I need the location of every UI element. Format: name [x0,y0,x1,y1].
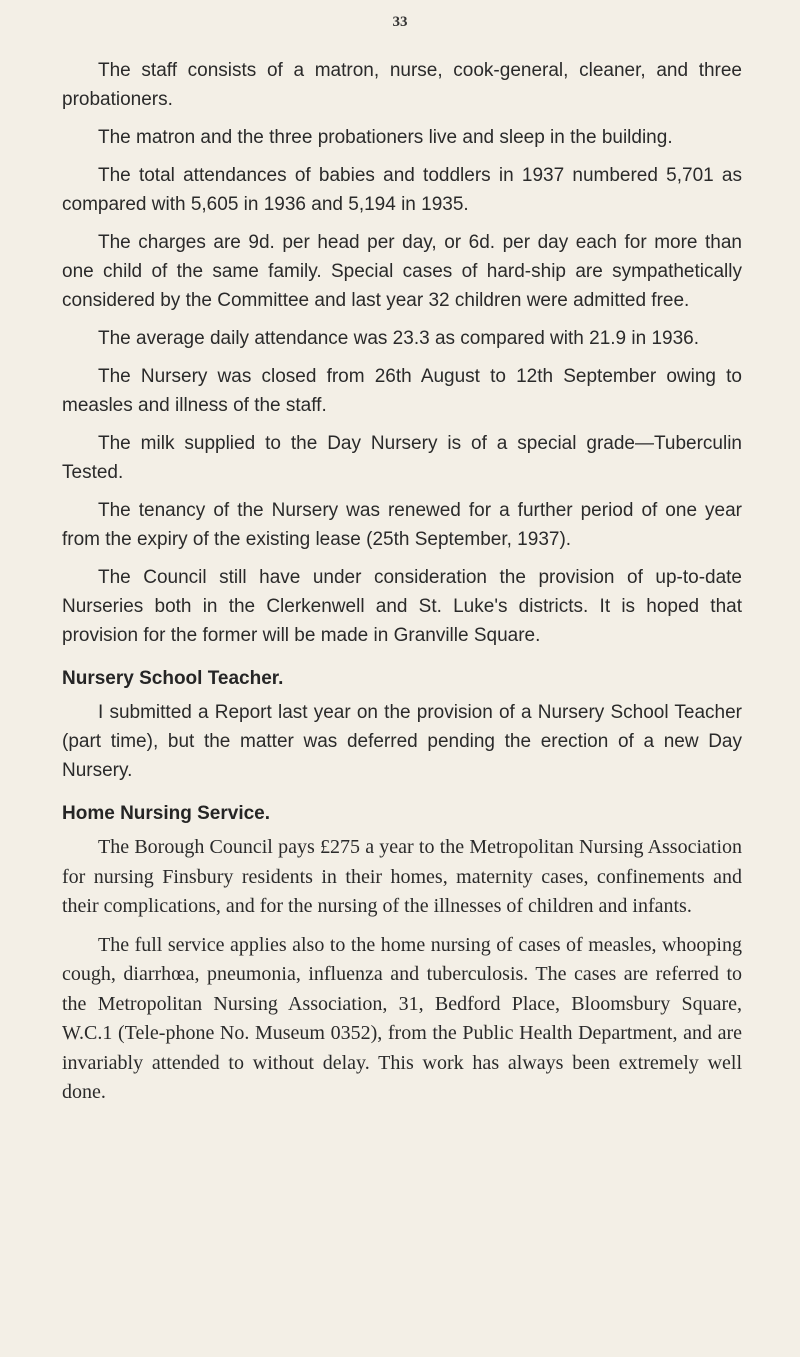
paragraph-average-attendance: The average daily attendance was 23.3 as compared with 21.9 in 1936. [98,328,699,349]
paragraph-attendances: The total attendances of babies and toddlers in 1937 numbered 5,701 as compared with 5,605 in 1936 and 5,194 in 1935. [62,165,742,215]
paragraph-tenancy: The tenancy of the Nursery was renewed for a further period of one year from the expiry of the existing lease (25th September, 1937). [62,500,742,550]
heading-home-nursing-service: Home Nursing Service. [62,803,271,824]
paragraph-council: The Council still have under consideration the provision of up-to-date Nurseries both in the Clerkenwell and St. Luke's districts. It is hoped that provision for the former will be made in Granville Square. [62,567,742,646]
paragraph-staff: The staff consists of a matron, nurse, cook-general, cleaner, and three probationers. [62,60,742,110]
paragraph-closure: The Nursery was closed from 26th August to 12th September owing to measles and illness of the staff. [62,366,742,416]
paragraph-charges: The charges are 9d. per head per day, or 6d. per day each for more than one child of the same family. Special cases of hard-ship are sympathetically considered by the Committee and last year 32 children were admitted free. [62,232,742,311]
page-body [62,56,742,1117]
home-nursing-section [62,833,742,1108]
page-number: 33 [392,14,408,30]
paragraph-milk: The milk supplied to the Day Nursery is of a special grade—Tuberculin Tested. [62,433,742,483]
paragraph-nursery-teacher-report: I submitted a Report last year on the provision of a Nursery School Teacher (part time), but the matter was deferred pending the erection of a new Day Nursery. [62,702,742,781]
heading-nursery-school-teacher: Nursery School Teacher. [62,668,284,689]
paragraph-full-service: The full service applies also to the home nursing of cases of measles, whooping cough, diarrhœa, pneumonia, influenza and tuberculosis. The cases are referred to the Metropolitan Nursing Association, 31, Bedford Place, Bloomsbury Square, W.C.1 (Tele-phone No. Museum 0352), from the Public Health Department, and are invariably attended to without delay. This work has always been extremely well done. [62,933,742,1103]
paragraph-residence: The matron and the three probationers live and sleep in the building. [98,127,673,148]
paragraph-borough-council: The Borough Council pays £275 a year to the Metropolitan Nursing Association for nursing Finsbury residents in their homes, maternity cases, confinements and their complications, and for the nursing of the illnesses of children and infants. [62,836,742,917]
